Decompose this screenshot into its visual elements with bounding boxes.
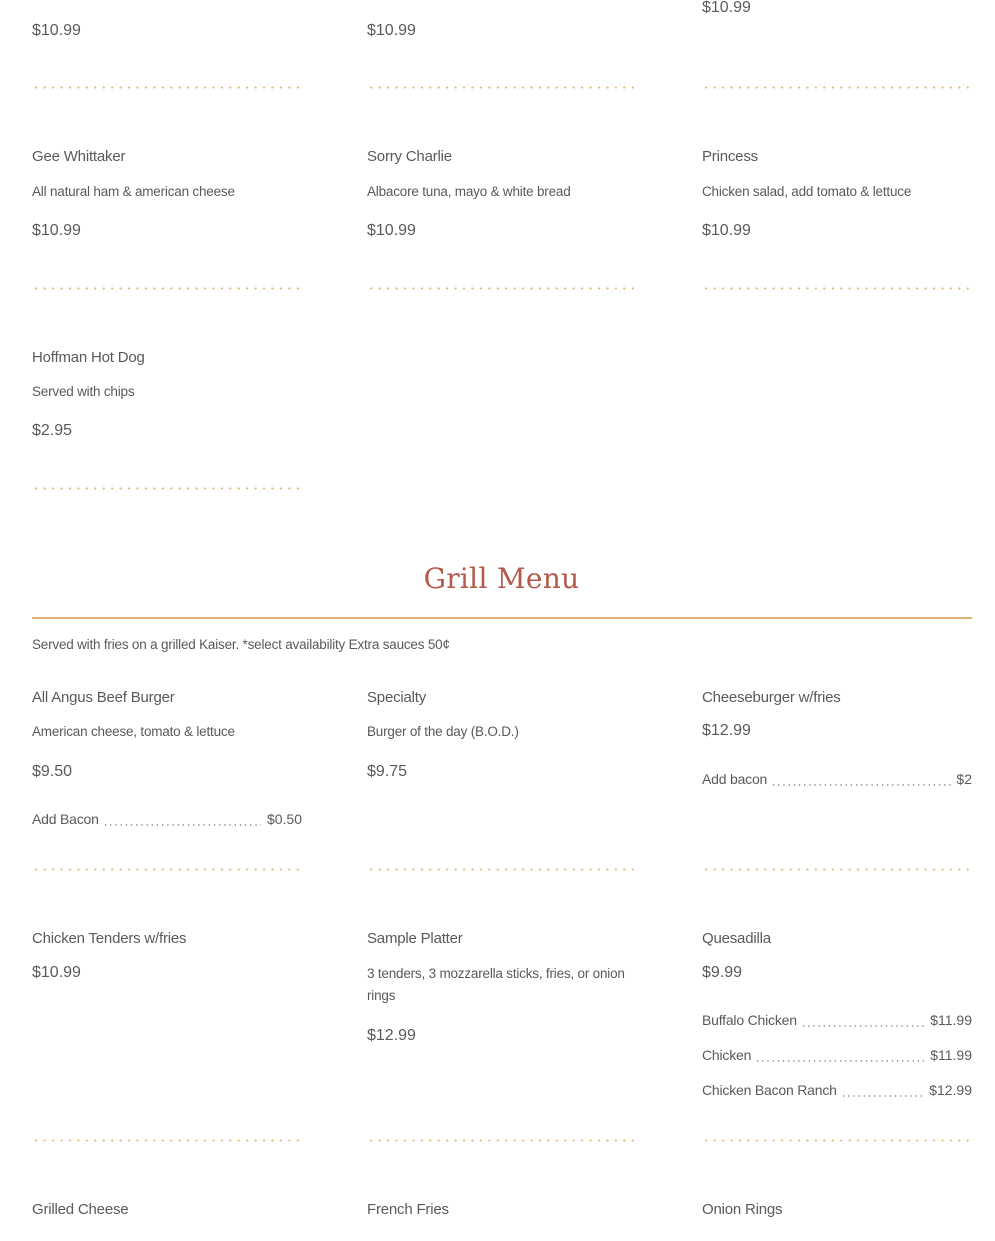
- item-name: Gee Whittaker: [32, 148, 126, 165]
- item-price: $10.99: [367, 22, 416, 39]
- item-description: 3 tenders, 3 mozzarella sticks, fries, or onion: [367, 966, 625, 981]
- item-name: Onion Rings: [702, 1201, 783, 1218]
- item-option: [702, 1047, 972, 1067]
- item-price: $9.50: [32, 763, 73, 780]
- dotted-divider: [367, 86, 637, 89]
- item-description: All natural ham & american cheese: [32, 184, 235, 199]
- option-label: Add Bacon: [32, 811, 99, 827]
- dotted-divider: [32, 868, 302, 871]
- option-label: Chicken: [702, 1047, 752, 1063]
- item-price: $10.99: [702, 222, 751, 239]
- item-price: $12.99: [702, 722, 751, 739]
- item-price: $10.99: [32, 22, 81, 39]
- item-price: $12.99: [367, 1027, 416, 1044]
- item-name: Cheeseburger w/fries: [702, 689, 841, 706]
- item-price: $10.99: [32, 222, 81, 239]
- item-description: American cheese, tomato & lettuce: [32, 724, 235, 739]
- item-description: rings: [367, 988, 396, 1003]
- option-price: $12.99: [929, 1082, 972, 1098]
- item-option: [702, 1012, 972, 1032]
- item-name: Grilled Cheese: [32, 1201, 129, 1218]
- option-price: $11.99: [930, 1047, 972, 1063]
- item-description: Burger of the day (B.O.D.): [367, 724, 519, 739]
- option-price: $0.50: [266, 811, 302, 827]
- dotted-divider: [702, 1139, 972, 1142]
- item-price: $2.95: [32, 422, 73, 439]
- item-description: Albacore tuna, mayo & white bread: [367, 184, 571, 199]
- item-name: Chicken Tenders w/fries: [32, 930, 187, 947]
- dot-leader: [755, 1060, 924, 1062]
- option-price: $11.99: [930, 1012, 972, 1028]
- section-divider: [32, 617, 972, 619]
- dotted-divider: [702, 86, 972, 89]
- option-label: Chicken Bacon Ranch: [702, 1082, 837, 1098]
- item-option: [32, 811, 302, 831]
- item-name: Sample Platter: [367, 930, 463, 947]
- section-subtitle: Served with fries on a grilled Kaiser. *select availability Extra sauces 50¢: [32, 637, 450, 652]
- option-label: Add bacon: [702, 771, 768, 787]
- dotted-divider: [32, 287, 302, 290]
- item-option: [702, 771, 972, 791]
- item-name: Specialty: [367, 689, 427, 706]
- dotted-divider: [32, 487, 302, 490]
- item-option: [702, 1082, 972, 1102]
- item-price: $9.99: [702, 964, 743, 981]
- dotted-divider: [702, 287, 972, 290]
- dotted-divider: [32, 1139, 302, 1142]
- item-price: $9.75: [367, 763, 408, 780]
- dot-leader: [841, 1095, 923, 1097]
- item-name: All Angus Beef Burger: [32, 689, 175, 706]
- item-description: Served with chips: [32, 384, 135, 399]
- dot-leader: [801, 1025, 924, 1027]
- item-name: Princess: [702, 148, 758, 165]
- dot-leader: [103, 824, 261, 826]
- option-price: $2: [956, 771, 972, 787]
- dotted-divider: [32, 86, 302, 89]
- section-title: Grill Menu: [423, 562, 580, 595]
- item-name: Quesadilla: [702, 930, 771, 947]
- item-description: Chicken salad, add tomato & lettuce: [702, 184, 912, 199]
- dotted-divider: [367, 1139, 637, 1142]
- item-name: French Fries: [367, 1201, 449, 1218]
- dotted-divider: [367, 287, 637, 290]
- item-price: $10.99: [702, 0, 751, 16]
- dotted-divider: [367, 868, 637, 871]
- item-name: Hoffman Hot Dog: [32, 349, 145, 366]
- dotted-divider: [702, 868, 972, 871]
- dot-leader: [771, 784, 952, 786]
- item-name: Sorry Charlie: [367, 148, 452, 165]
- item-price: $10.99: [367, 222, 416, 239]
- option-label: Buffalo Chicken: [702, 1012, 797, 1028]
- item-price: $10.99: [32, 964, 81, 981]
